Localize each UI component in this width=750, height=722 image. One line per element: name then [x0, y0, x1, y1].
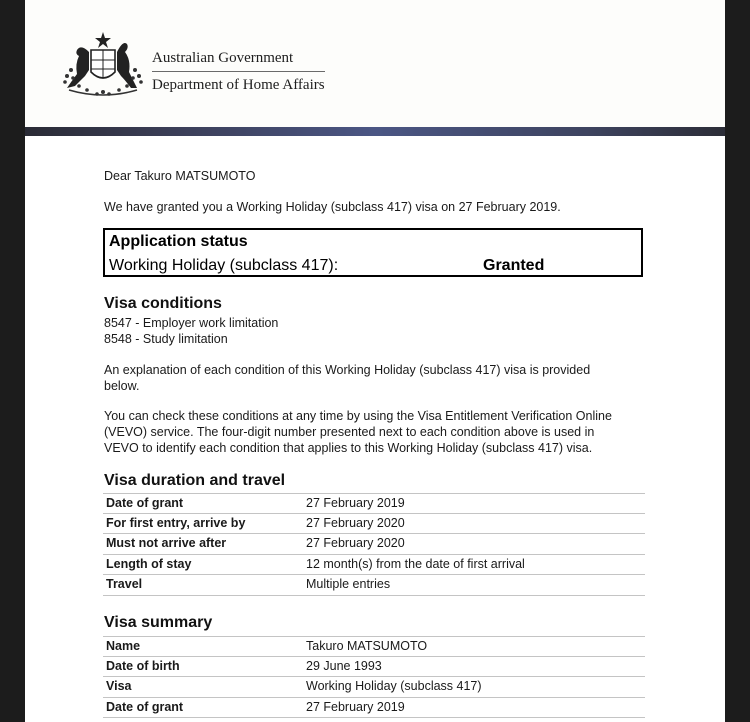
row-value: Multiple entries	[306, 577, 391, 591]
row-label: Must not arrive after	[106, 536, 227, 550]
visa-grant-letter	[25, 0, 725, 722]
row-value: 27 February 2019	[306, 496, 405, 510]
row-value: 29 June 1993	[306, 658, 382, 673]
table-row	[103, 636, 645, 657]
vevo-paragraph-line: You can check these conditions at any time by using the Visa Entitlement Verification Online	[104, 409, 612, 423]
conditions-explanation-line: below.	[104, 379, 140, 393]
row-value: Takuro MATSUMOTO	[306, 639, 428, 653]
visa-summary-table	[103, 636, 645, 718]
row-label: For first entry, arrive by	[106, 515, 246, 530]
status-title: Application status	[109, 233, 248, 250]
row-label: Date of grant	[106, 496, 184, 510]
row-label: Length of stay	[106, 556, 192, 571]
row-label: Travel	[106, 577, 143, 591]
row-value: 27 February 2020	[306, 536, 405, 550]
table-row	[103, 555, 645, 576]
table-row	[103, 575, 645, 596]
grant-intro: We have granted you a Working Holiday (subclass 417) visa on 27 February 2019.	[104, 200, 561, 214]
status-label: Working Holiday (subclass 417):	[109, 257, 339, 274]
row-value: 12 month(s) from the date of first arrival	[306, 556, 525, 571]
table-row	[103, 657, 645, 678]
row-value: Working Holiday (subclass 417)	[306, 679, 482, 693]
table-row	[103, 514, 645, 535]
table-row	[103, 493, 645, 514]
row-label: Name	[106, 639, 141, 653]
table-row	[103, 698, 645, 719]
application-status-box	[103, 228, 643, 277]
status-value: Granted	[483, 257, 545, 274]
table-row	[103, 677, 645, 698]
condition-item: 8547 - Employer work limitation	[104, 316, 279, 330]
government-name: Australian Government	[152, 50, 294, 66]
vevo-paragraph-line: (VEVO) service. The four-digit number presented next to each condition above is used in	[104, 425, 595, 439]
table-row	[103, 534, 645, 555]
visa-duration-heading: Visa duration and travel	[104, 472, 286, 489]
letter-header	[25, 0, 725, 127]
greeting: Dear Takuro MATSUMOTO	[104, 169, 256, 183]
row-label: Visa	[106, 679, 132, 693]
condition-item: 8548 - Study limitation	[104, 332, 228, 346]
coat-of-arms-icon	[61, 30, 145, 100]
visa-duration-table	[103, 493, 645, 596]
department-name: Department of Home Affairs	[152, 77, 325, 93]
visa-summary-heading: Visa summary	[104, 614, 213, 631]
vevo-paragraph-line: VEVO to identify each condition that applies to this Working Holiday (subclass 417) visa.	[104, 441, 593, 455]
row-label: Date of grant	[106, 699, 184, 714]
header-divider	[152, 71, 325, 72]
visa-conditions-heading: Visa conditions	[104, 295, 222, 312]
row-label: Date of birth	[106, 658, 180, 673]
row-value: 27 February 2020	[306, 515, 405, 530]
header-stripe	[25, 127, 725, 136]
conditions-explanation-line: An explanation of each condition of this Working Holiday (subclass 417) visa is provided	[104, 363, 591, 377]
row-value: 27 February 2019	[306, 699, 405, 714]
